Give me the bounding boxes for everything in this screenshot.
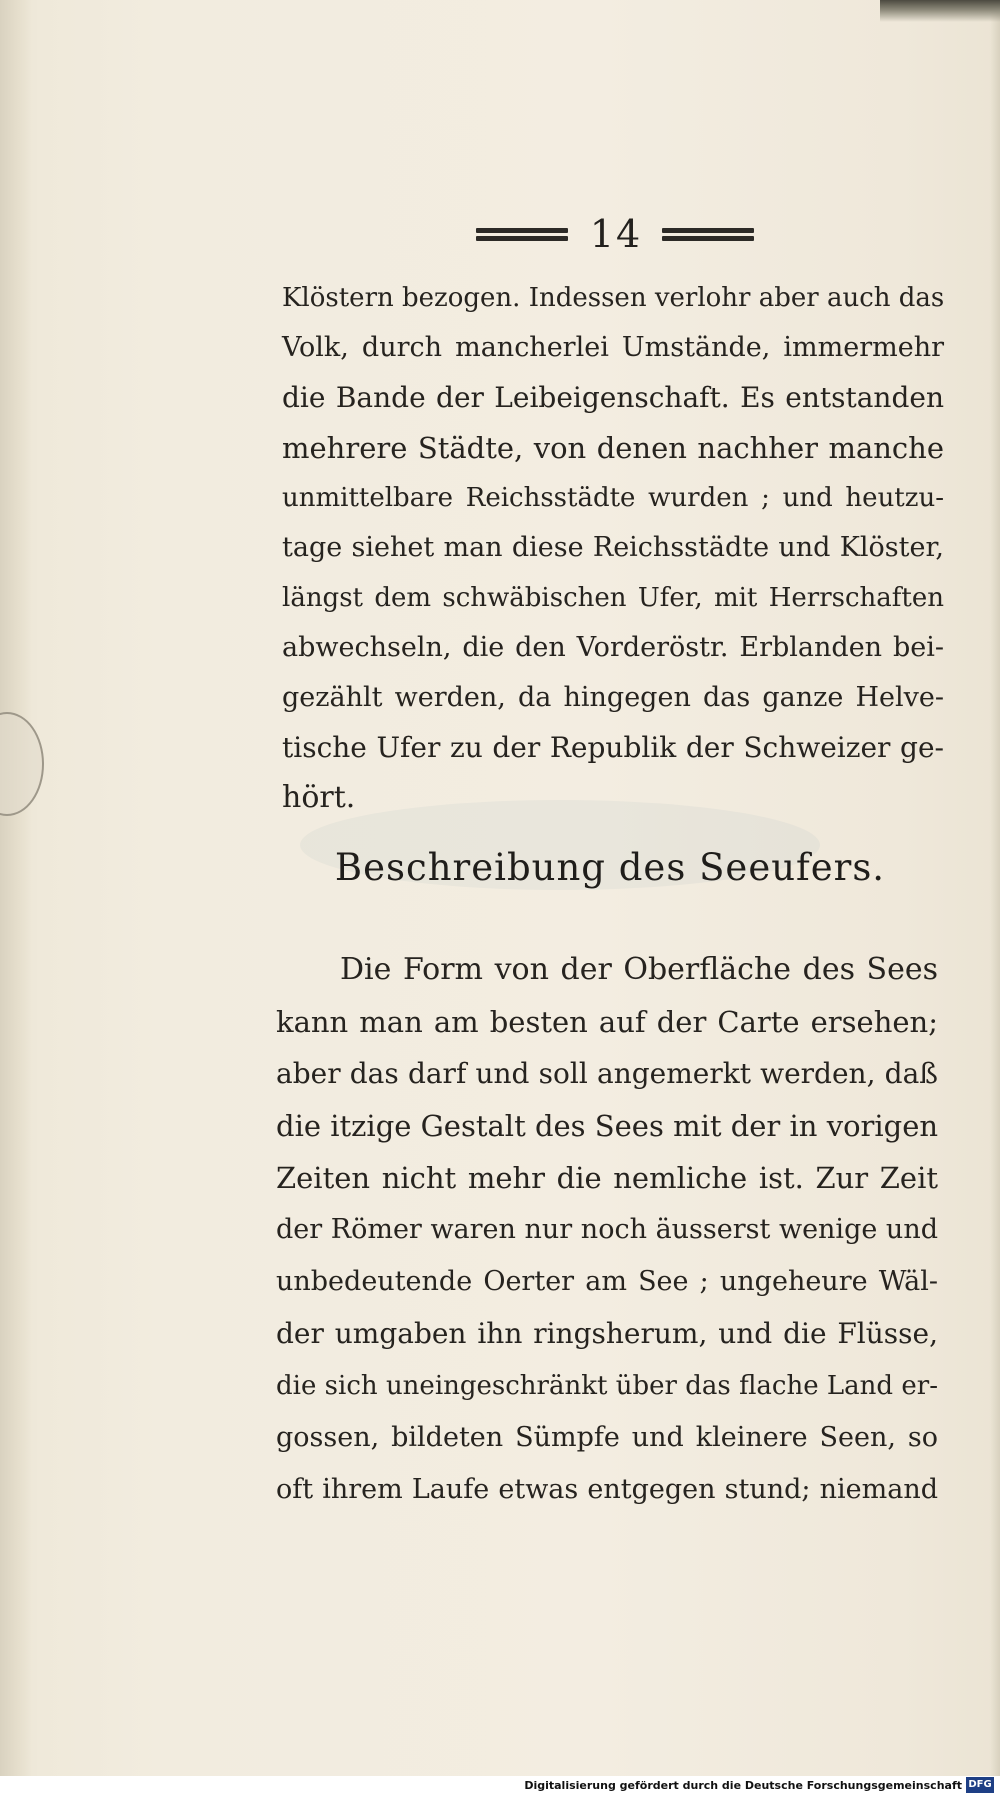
section-heading: Beschreibung des Seeufers. [334, 846, 886, 889]
text-line: längst dem schwäbischen Ufer, mit Herrschaften [282, 583, 944, 613]
page-header [470, 212, 760, 258]
text-line: gezählt werden, da hingegen das ganze Helve- [282, 682, 944, 713]
clip-mark [0, 712, 44, 816]
text-line: tage siehet man diese Reichsstädte und Klöster, [282, 532, 944, 563]
funding-credit: Digitalisierung gefördert durch die Deutsche Forschungsgemeinschaft [524, 1779, 962, 1792]
header-rule-right [662, 228, 754, 244]
text-line: der Römer waren nur noch äusserst wenige und [276, 1214, 938, 1245]
text-line: hört. [282, 780, 356, 815]
text-line: Volk, durch mancherlei Umstände, immermehr [282, 332, 944, 363]
text-line: tische Ufer zu der Republik der Schweizer ge- [282, 731, 944, 764]
page-right-edge [990, 0, 1000, 1776]
dfg-logo-icon: DFG [966, 1777, 994, 1793]
text-line: oft ihrem Laufe etwas entgegen stund; niemand [276, 1474, 938, 1505]
text-line: Die Form von der Oberfläche des Sees [340, 952, 938, 987]
text-line: der umgaben ihn ringsherum, und die Flüsse, [276, 1317, 938, 1350]
text-line: die sich uneingeschränkt über das flache Land er- [276, 1371, 938, 1401]
text-line: gossen, bildeten Sümpfe und kleinere Seen, so [276, 1422, 938, 1453]
text-line: kann man am besten auf der Carte ersehen; [276, 1005, 938, 1039]
text-line: mehrere Städte, von denen nachher manche [282, 431, 944, 465]
text-line: unmittelbare Reichsstädte wurden ; und heutzu- [282, 483, 944, 513]
page-number: 14 [589, 212, 643, 256]
text-line: abwechseln, die den Vorderöstr. Erblanden bei- [282, 632, 944, 663]
page-top-edge-shadow [880, 0, 1000, 22]
text-line: die itzige Gestalt des Sees mit der in vorigen [276, 1109, 939, 1143]
text-line: Klöstern bezogen. Indessen verlohr aber auch das [282, 283, 945, 313]
digitization-footer [0, 1776, 1000, 1795]
header-rule-left [476, 228, 568, 244]
text-line: die Bande der Leibeigenschaft. Es entstanden [282, 381, 944, 414]
text-line: Zeiten nicht mehr die nemliche ist. Zur Zeit [276, 1161, 938, 1195]
page-left-edge [0, 0, 32, 1776]
text-line: aber das darf und soll angemerkt werden, daß [276, 1057, 938, 1090]
text-line: unbedeutende Oerter am See ; ungeheure Wäl- [276, 1266, 938, 1297]
